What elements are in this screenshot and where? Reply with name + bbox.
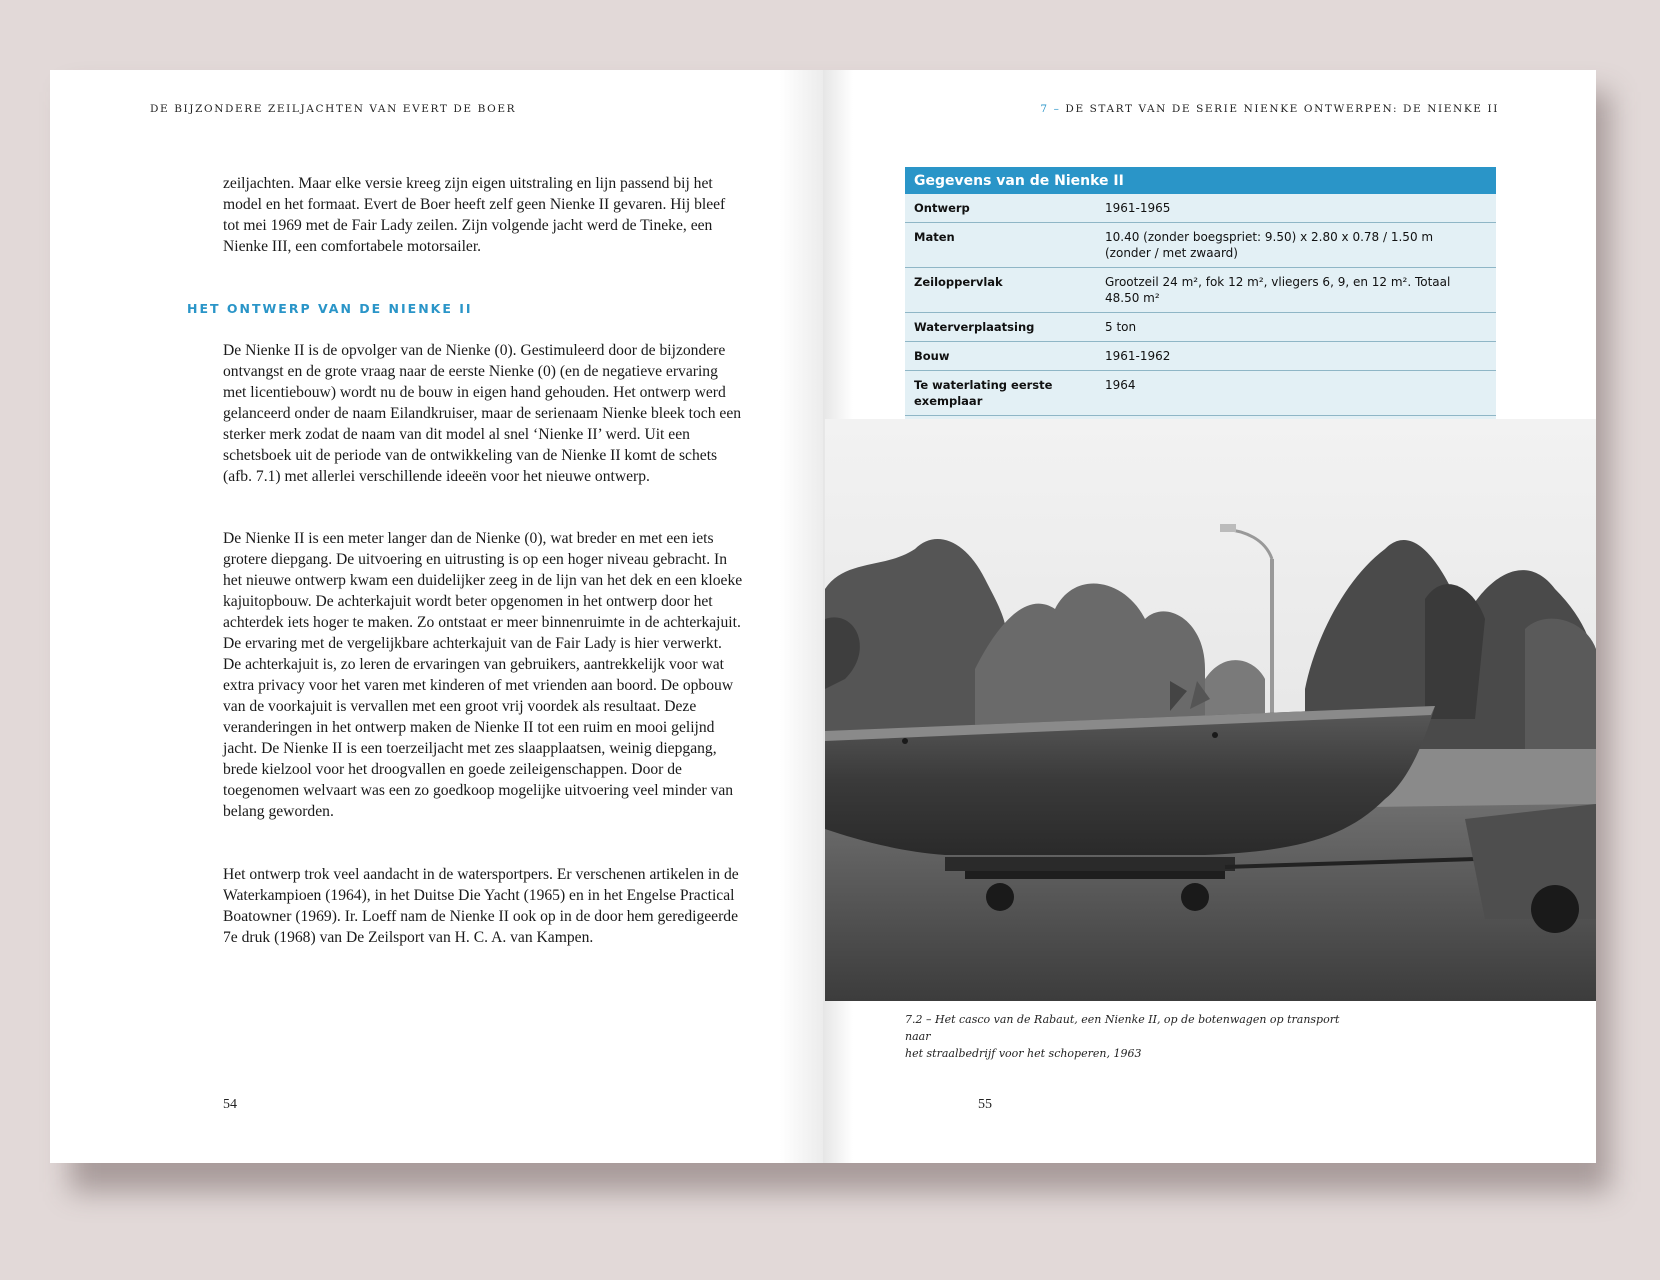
row-value-line: (zonder / met zwaard) — [1105, 246, 1238, 260]
caption-line: 7.2 – Het casco van de Rabaut, een Nienke II, op de botenwagen op transport naar — [905, 1013, 1340, 1043]
table-row — [905, 371, 1496, 416]
row-value — [1097, 223, 1496, 268]
table-row — [905, 194, 1496, 223]
chapter-title: DE START VAN DE SERIE NIENKE ONTWERPEN: DE NIENKE II — [1065, 103, 1499, 115]
row-value: 1961-1962 — [1097, 342, 1496, 371]
row-value: Grootzeil 24 m², fok 12 m², vliegers 6, 9, en 12 m². Totaal 48.50 m² — [1097, 268, 1496, 313]
row-value: 1964 — [1097, 371, 1496, 416]
page-number-right: 55 — [978, 1097, 992, 1112]
row-value: 5 ton — [1097, 313, 1496, 342]
left-page — [50, 70, 823, 1163]
running-head-left: DE BIJZONDERE ZEILJACHTEN VAN EVERT DE BOER — [150, 103, 517, 115]
page-number-left: 54 — [223, 1097, 237, 1112]
row-label: Waterverplaatsing — [905, 313, 1097, 342]
row-label: Te waterlating eerste exemplaar — [905, 371, 1097, 416]
intro-paragraph: zeiljachten. Maar elke versie kreeg zijn eigen uitstraling en lijn passend bij het model en het formaat. Evert de Boer heeft zelf geen Nienke II gevaren. Hij bleef tot mei 1969 met de Fair Lady zeilen. Zijn volgende jacht werd de Tineke, een Nienke III, een comfortabele motorsailer. — [223, 175, 726, 255]
row-value: 1961-1965 — [1097, 194, 1496, 223]
row-label: Maten — [905, 223, 1097, 268]
right-page — [823, 70, 1596, 1163]
photo-caption — [905, 1011, 1345, 1062]
row-label: Zeiloppervlak — [905, 268, 1097, 313]
row-value-line: 10.40 (zonder boegspriet: 9.50) x 2.80 x 0.78 / 1.50 m — [1105, 230, 1434, 244]
chapter-dash: – — [1048, 103, 1066, 115]
row-label: Bouw — [905, 342, 1097, 371]
specs-table — [905, 167, 1496, 446]
body-paragraph: De Nienke II is de opvolger van de Nienke (0). Gestimuleerd door de bijzondere ontvangst en de grote vraag naar de eerste Nienke (0) (en de negatieve ervaring met licentiebouw) wordt nu de bouw in eigen hand gehouden. Het ontwerp werd gelanceerd onder de naam Eilandkruiser, maar de serienaam Nienke bleek toch een sterker merk zodat de naam van dit model al snel ‘Nienke II’ werd. Uit een schetsboek uit de periode van de ontwikkeling van de Nienke II komt de schets (afb. 7.1) met allerlei verschillende ideeën voor het nieuwe ontwerp. — [223, 342, 742, 485]
table-row — [905, 268, 1496, 313]
table-row — [905, 223, 1496, 268]
boat-photo — [825, 419, 1596, 1001]
table-title: Gegevens van de Nienke II — [905, 167, 1496, 194]
chapter-number: 7 — [1040, 103, 1049, 115]
body-paragraph: Het ontwerp trok veel aandacht in de watersportpers. Er verschenen artikelen in de Waterkampioen (1964), in het Duitse Die Yacht (1965) en in het Engelse Practical Boatowner (1969). Ir. Loeff nam de Nienke II ook op in de door hem geredigeerde 7e druk (1968) van De Zeilsport van H. C. A. van Kampen. — [223, 866, 739, 946]
table-row — [905, 342, 1496, 371]
row-label: Ontwerp — [905, 194, 1097, 223]
section-heading: HET ONTWERP VAN DE NIENKE II — [187, 301, 473, 316]
table-row — [905, 313, 1496, 342]
caption-line: het straalbedrijf voor het schoperen, 1963 — [905, 1047, 1142, 1060]
running-head-right — [1040, 103, 1499, 115]
body-paragraph: De Nienke II is een meter langer dan de Nienke (0), wat breder en met een iets grotere diepgang. De uitvoering en uitrusting is op een hoger niveau gebracht. In het nieuwe ontwerp kwam een duidelijker zeeg in de lijn van het dek en een kloeke kajuitopbouw. De achterkajuit wordt beter opgenomen in het ontwerp door het achterdek iets hoger te maken. Zo ontstaat er meer binnenruimte in de achterkajuit. De ervaring met de vergelijkbare achterkajuit van de Fair Lady is hier verwerkt. De achterkajuit is, zo leren de ervaringen van gebruikers, aantrekkelijk voor wat extra privacy voor het varen met kinderen of met vrienden aan boord. De opbouw van de voorkajuit is vervallen met een groot vrij voordek als resultaat. Deze veranderingen in het ontwerp maken de Nienke II tot een ruim en mooi gelijnd jacht. De Nienke II is een toerzeiljacht met zes slaapplaatsen, weinig diepgang, brede kielzool voor het droogvallen en goede zeileigenschappen. Door de toegenomen welvaart was een zo goedkoop mogelijke uitvoering veel minder van belang geworden. — [223, 530, 743, 820]
